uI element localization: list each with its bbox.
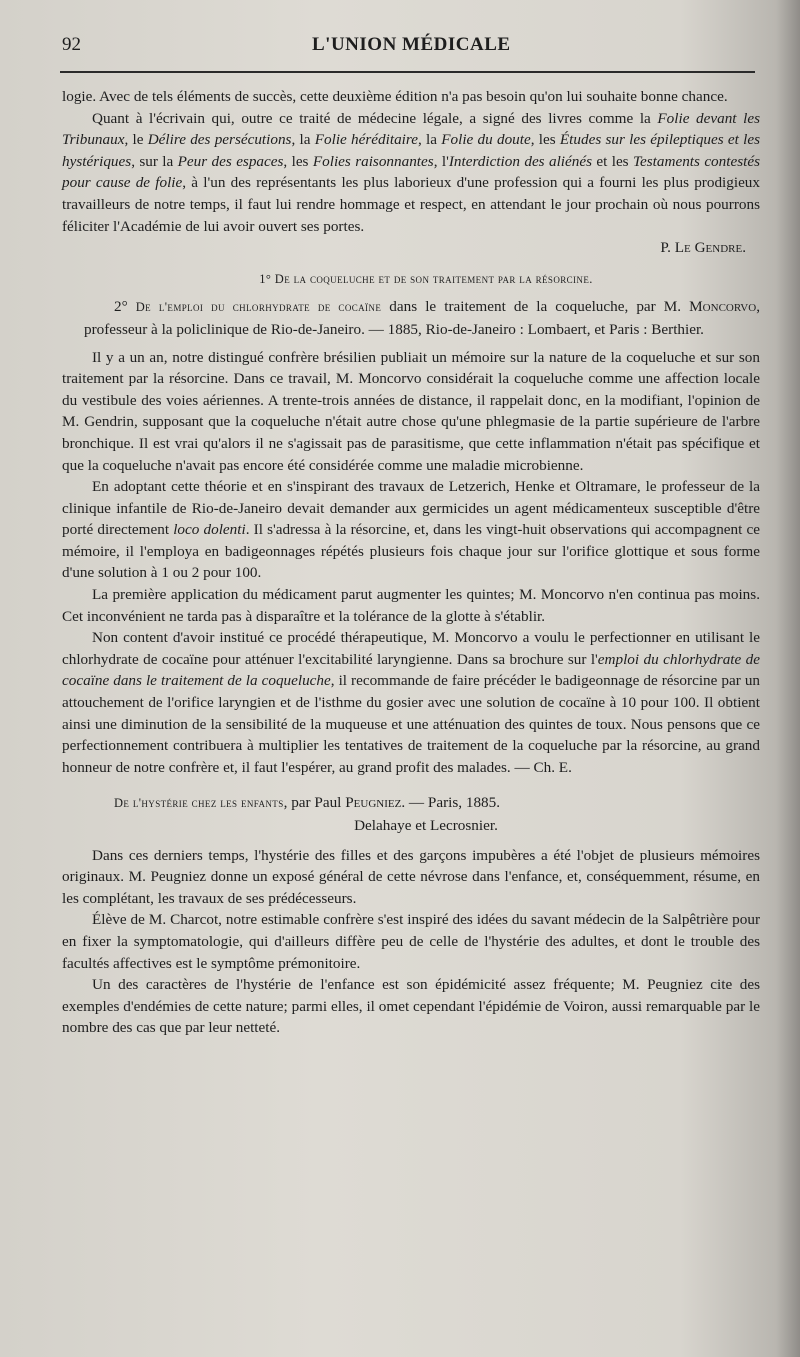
review-title: 1° De la coqueluche et de son traitement par la résorcine. (259, 271, 593, 286)
review-title: De l'hystérie chez les enfants, par Paul Peugniez. — Paris, 1885. (114, 794, 501, 812)
page-header (62, 34, 752, 62)
paragraph: Un des caractères de l'hystérie de l'enfance est son épidémicité assez fréquente; M. Peugniez cite des exemples d'endémies de cette nature; parmi elles, il omet cependant l'épidémie de Voiron, aussi remarquable par le nombre des cas que par leur netteté. (62, 976, 760, 1037)
running-title: L'UNION MÉDICALE (312, 34, 511, 55)
paragraph: logie. Avec de tels éléments de succès, cette deuxième édition n'a pas besoin qu'on lui souhaite bonne chance. (62, 88, 728, 105)
paragraph: Il y a un an, notre distingué confrère brésilien publiait un mémoire sur la nature de la coqueluche et sur son traitement par la résorcine. Dans ce travail, M. Moncorvo considérait la coqueluche comme une affection locale du vestibule des voies aériennes. A trente-trois années de distance, il rappelait donc, en la modifiant, l'opinion de M. Gendrin, supposant que la coqueluche n'était autre chose qu'une phlegmasie de la partie supérieure de l'arbre bronchique. Il est vrai qu'alors il ne s'agissait pas de parasitisme, que cette inflammation n'était pas spécifique et que la coqueluche n'avait pas encore été considérée comme une maladie microbienne. (62, 348, 760, 474)
paragraph: Élève de M. Charcot, notre estimable confrère s'est inspiré des idées du savant médecin de la Salpêtrière pour en fixer la symptomatologie, qui d'ailleurs diffère peu de celle de l'hystérie des adultes, et dont le trouble des facultés affectives est le symptôme prémonitoire. (62, 911, 760, 972)
paragraph: En adoptant cette théorie et en s'inspirant des travaux de Letzerich, Henke et Oltramare, le professeur de la clinique infantile de Rio-de-Janeiro devait demander aux germicides un agent médicamenteux susceptible d'être porté directement loco dolenti. Il s'adressa à la résorcine, et, dans les vingt-huit observations qui accompagnent ce mémoire, il l'employa en badigeonnages répétés plusieurs fois chaque jour sur l'orifice glottique et sous forme d'une solution à 1 ou 2 pour 100. (62, 478, 760, 582)
page-body (62, 86, 760, 1039)
paragraph: Quant à l'écrivain qui, outre ce traité de médecine légale, a signé des livres comme la Folie devant les Tribunaux, le Délire des persécutions, la Folie héréditaire, la Folie du doute, les Études sur les épileptiques et les hystériques, sur la Peur des espaces, les Folies raisonnantes, l'Interdiction des aliénés et les Testaments contestés pour cause de folie, à l'un des représentants les plus laborieux d'une profession qui a fourni les plus prodigieux travailleurs de notre temps, il faut lui rendre hommage et respect, en attendant le jour prochain où nous pourrons féliciter l'Académie de lui avoir ouvert ses portes. (62, 109, 760, 235)
paragraph: Non content d'avoir institué ce procédé thérapeutique, M. Moncorvo a voulu le perfectionner en utilisant le chlorhydrate de cocaïne pour atténuer l'excitabilité laryngienne. Dans sa brochure sur l'emploi du chlorhydrate de cocaïne dans le traitement de la coqueluche, il recommande de faire précéder le badigeonnage de résorcine par un attouchement de l'orifice laryngien et de l'isthme du gosier avec une solution de cocaïne à 10 pour 100. Il obtient ainsi une diminution de la sensibilité de la muqueuse et une atténuation des quintes de toux. Nous pensons que ce perfectionnement contribuera à multiplier les tentatives de traitement de la coqueluche par la résorcine, au grand honneur de notre confrère et, il faut l'espérer, au grand profit des malades. — Ch. E. (62, 629, 761, 776)
signature: P. Le Gendre. (660, 239, 746, 257)
review-publisher: Delahaye et Lecrosnier. (354, 817, 498, 834)
paragraph: La première application du médicament parut augmenter les quintes; M. Moncorvo n'en continua pas moins. Cet inconvénient ne tarda pas à disparaître et la tolérance de la glotte à s'établir. (62, 586, 760, 625)
review-title: 2° De l'emploi du chlorhydrate de cocaïne dans le traitement de la coqueluche, par M. Moncorvo, professeur à la policlinique de Rio-de-Janeiro. — 1885, Rio-de-Janeiro : Lombaert, et Paris : Berthier. (84, 298, 760, 338)
page-number: 92 (62, 34, 81, 55)
paragraph: Dans ces derniers temps, l'hystérie des filles et des garçons impubères a été l'objet de plusieurs mémoires originaux. M. Peugniez donne un exposé général de cette névrose dans l'enfance, et, conséquemment, résume, en les complétant, les travaux de ses prédécesseurs. (62, 846, 760, 907)
header-rule (60, 71, 755, 73)
